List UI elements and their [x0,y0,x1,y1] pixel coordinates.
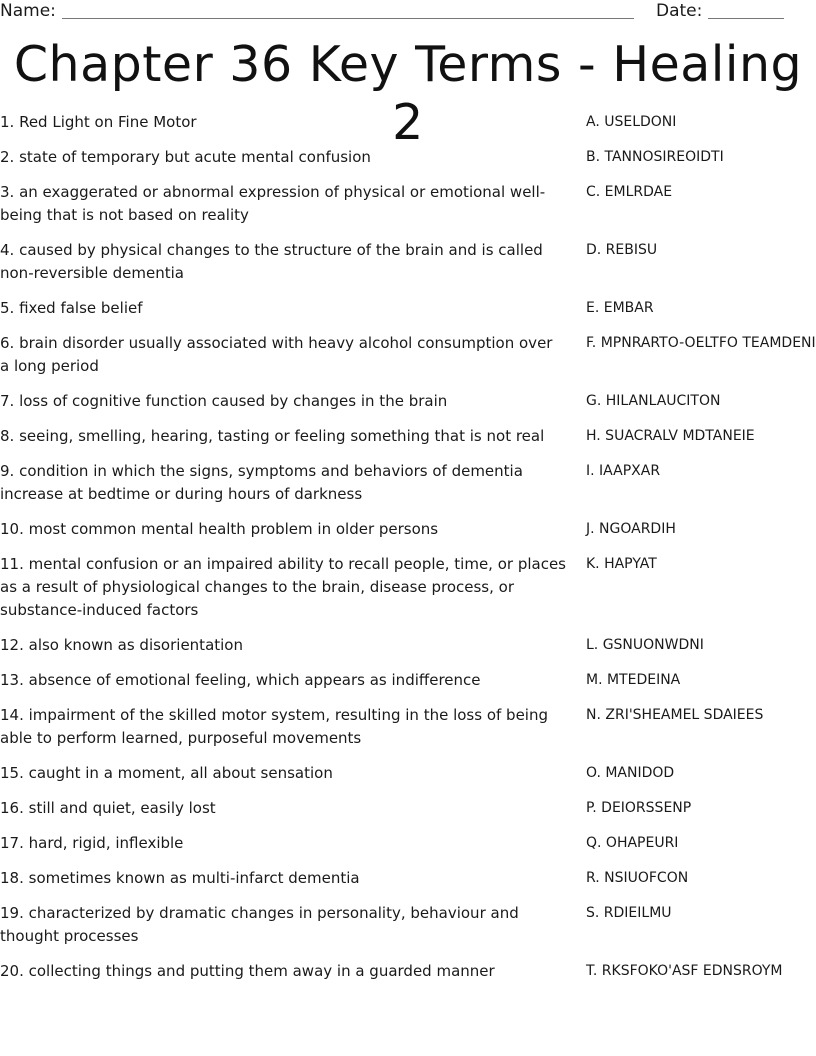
scrambled-term: L. GSNUONWDNI [586,637,704,653]
scrambled-term: G. HILANLAUCITON [586,393,721,409]
clue-text: 1. Red Light on Fine Motor [0,113,197,131]
list-item [0,634,816,657]
scrambled-term: O. MANIDOD [586,765,675,781]
scrambled-term: F. MPNRARTO-OELTFO TEAMDENI [586,335,816,351]
clue-text: 9. condition in which the signs, symptoms and behaviors of dementia increase at bedtime or during hours of darkness [0,462,523,503]
scrambled-term: I. IAAPXAR [586,463,661,479]
list-item [0,425,816,448]
list-item [0,902,816,948]
scrambled-term: Q. OHAPEURI [586,835,679,851]
list-item [0,297,816,320]
clue-text: 10. most common mental health problem in older persons [0,520,439,538]
list-item [0,332,816,378]
list-item [0,553,816,622]
list-item [0,797,816,820]
clue-text: 16. still and quiet, easily lost [0,799,216,817]
header-line [0,0,816,24]
scrambled-term: S. RDIEILMU [586,905,672,921]
list-item [0,832,816,855]
list-item [0,669,816,692]
scrambled-term: C. EMLRDAE [586,184,673,200]
scrambled-term: N. ZRI'SHEAMEL SDAIEES [586,707,764,723]
terms-list [0,111,816,995]
clue-text: 6. brain disorder usually associated with heavy alcohol consumption over a long period [0,334,553,375]
clue-text: 14. impairment of the skilled motor system, resulting in the loss of being able to perform learned, purposeful movements [0,706,549,747]
clue-text: 7. loss of cognitive function caused by changes in the brain [0,392,448,410]
list-item [0,762,816,785]
scrambled-term: D. REBISU [586,242,658,258]
clue-text: 15. caught in a moment, all about sensation [0,764,333,782]
clue-text: 13. absence of emotional feeling, which appears as indifference [0,671,481,689]
scrambled-term: B. TANNOSIREOIDTI [586,149,724,165]
scrambled-term: A. USELDONI [586,114,677,130]
clue-text: 19. characterized by dramatic changes in personality, behaviour and thought processes [0,904,519,945]
scrambled-term: T. RKSFOKO'ASF EDNSROYM [586,963,783,979]
scrambled-term: J. NGOARDIH [586,521,676,537]
list-item [0,867,816,890]
clue-text: 3. an exaggerated or abnormal expression of physical or emotional well-being that is not based on reality [0,183,546,224]
clue-text: 4. caused by physical changes to the structure of the brain and is called non-reversible dementia [0,241,543,282]
list-item [0,704,816,750]
name-blank-line[interactable] [62,18,634,19]
scrambled-term: H. SUACRALV MDTANEIE [586,428,755,444]
list-item [0,518,816,541]
date-label: Date: [656,1,703,21]
clue-text: 12. also known as disorientation [0,636,243,654]
clue-text: 17. hard, rigid, inflexible [0,834,184,852]
clue-text: 2. state of temporary but acute mental confusion [0,148,371,166]
scrambled-term: K. HAPYAT [586,556,657,572]
list-item [0,460,816,506]
clue-text: 18. sometimes known as multi-infarct dementia [0,869,360,887]
clue-text: 8. seeing, smelling, hearing, tasting or feeling something that is not real [0,427,545,445]
clue-text: 5. fixed false belief [0,299,143,317]
page-title: Chapter 36 Key Terms - Healing 2 [13,36,803,151]
scrambled-term: E. EMBAR [586,300,654,316]
list-item [0,390,816,413]
list-item [0,146,816,169]
clue-text: 20. collecting things and putting them away in a guarded manner [0,962,495,980]
scrambled-term: P. DEIORSSENP [586,800,692,816]
list-item [0,960,816,983]
clue-text: 11. mental confusion or an impaired ability to recall people, time, or places as a result of physiological changes to the brain, disease process, or substance-induced factors [0,555,566,619]
list-item [0,181,816,227]
name-label: Name: [0,1,56,21]
scrambled-term: M. MTEDEINA [586,672,681,688]
list-item [0,239,816,285]
date-blank-line[interactable] [708,18,784,19]
scrambled-term: R. NSIUOFCON [586,870,689,886]
list-item [0,111,816,134]
